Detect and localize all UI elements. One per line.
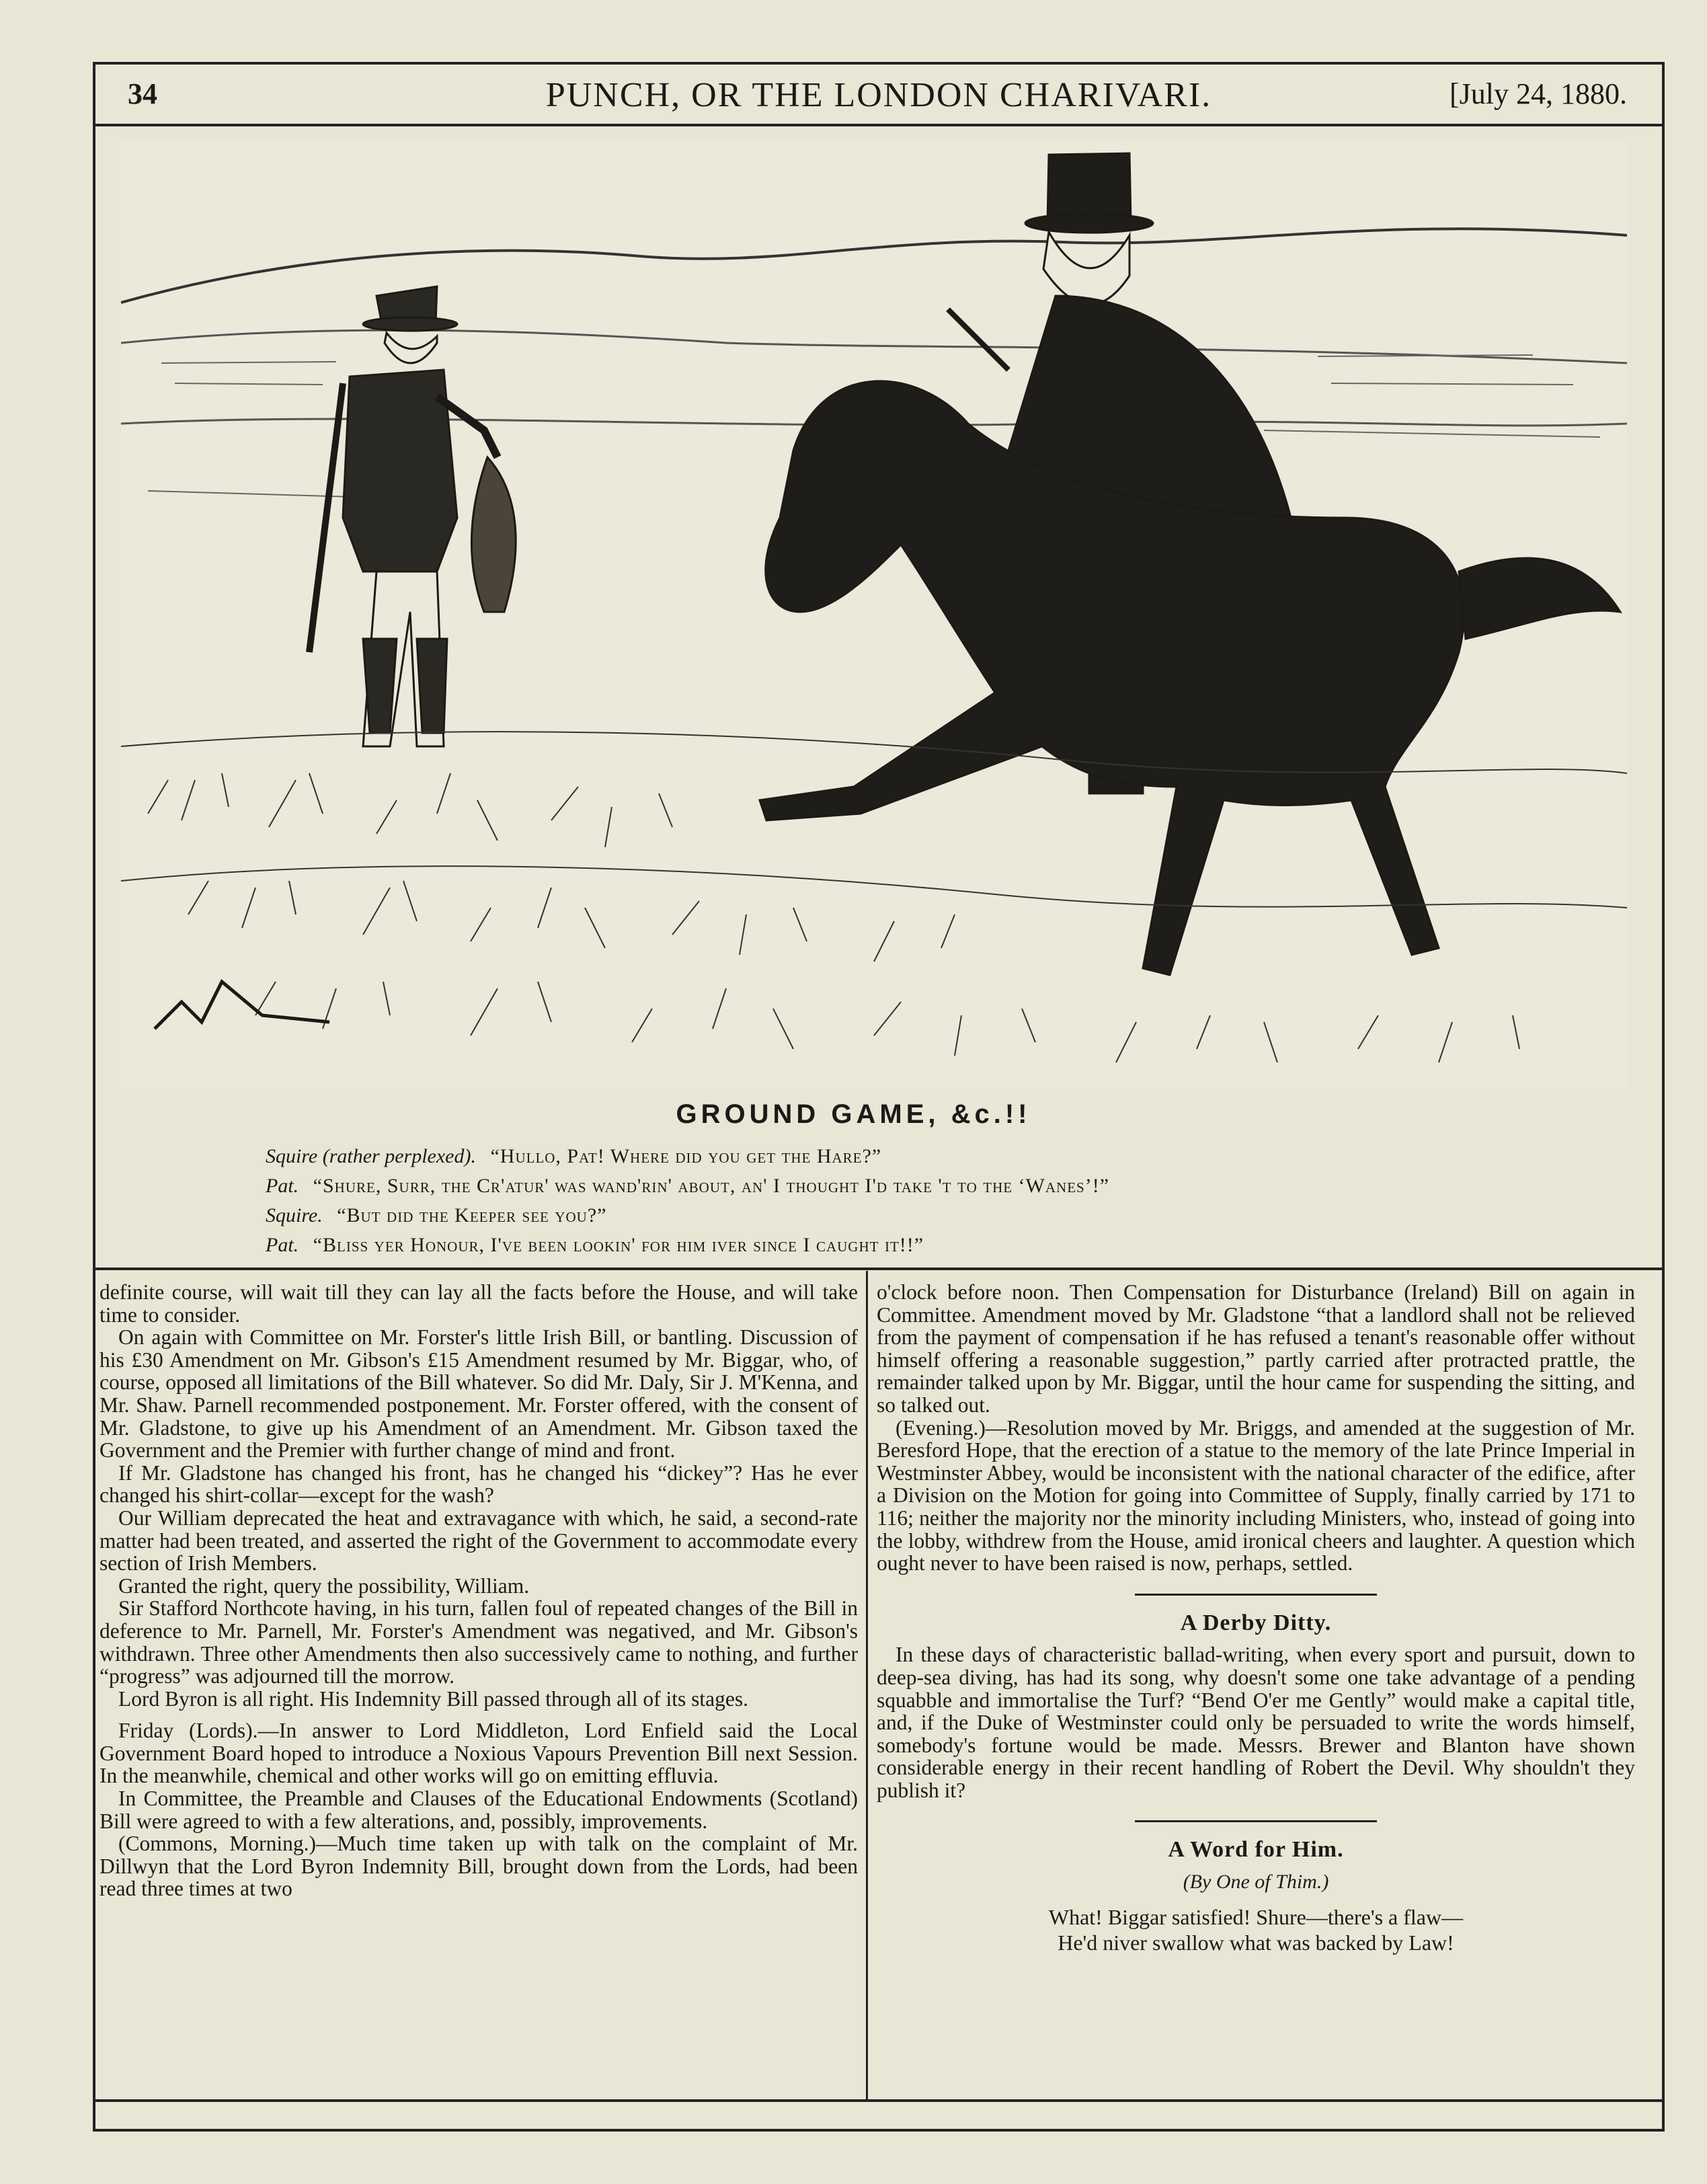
section-rule: [1135, 1820, 1377, 1822]
page-header: [93, 67, 1665, 126]
article-paragraph: In Committee, the Preamble and Clauses of the Educational Endowments (Scotland) Bill were agreed to with a few alterations, and, possibly, improvements.: [100, 1787, 858, 1833]
dialogue-line: [266, 1201, 1543, 1231]
bottom-rule: [93, 2099, 1665, 2102]
section-rule: [1135, 1594, 1377, 1596]
derby-ditty-text: In these days of characteristic ballad-writing, when every sport and pursuit, down to deep-sea diving, has had its song, why doesn't some one take advantage of a pending squabble and immortalise the Turf? “Bend O'er me Gently” would make a capital title, and, if the Duke of Westminster could only be persuaded to write the words himself, somebody's fortune would be made. Messrs. Brewer and Blanton have shown considerable energy in their recent handling of Robert the Devil. Why shouldn't they publish it?: [877, 1643, 1635, 1802]
right-column: [877, 1281, 1635, 1955]
article-paragraph: (Evening.)—Resolution moved by Mr. Briggs, and amended at the suggestion of Mr. Beresford Hope, that the erection of a statue to the memory of the late Prince Imperial in Westminster Abbey, would be inconsistent with the national character of the edifice, after a Division on the Motion for going into Committee of Supply, finally carried by 171 to 116; neither the majority nor the minority including Ministers, who, instead of going into the lobby, withdrew from the House, amid ironical cheers and laughter. A question which ought never to have been raised is now, perhaps, settled.: [877, 1415, 1635, 1575]
verse-line: What! Biggar satisfied! Shure—there's a flaw—: [1048, 1904, 1464, 1929]
article-paragraph: Granted the right, query the possibility, William.: [118, 1573, 530, 1598]
article-paragraph: If Mr. Gladstone has changed his front, has he changed his “dickey”? Has he ever changed his shirt-collar—except for the wash?: [100, 1460, 858, 1508]
article-paragraph: Lord Byron is all right. His Indemnity Bill passed through all of its stages.: [118, 1686, 749, 1711]
dialogue-line: [266, 1142, 1543, 1171]
article-paragraph: (Commons, Morning.)—Much time taken up with talk on the complaint of Mr. Dillwyn that the Lord Byron Indemnity Bill, brought down from the Lords, had been read three times at two: [100, 1832, 858, 1901]
verse-line: He'd niver swallow what was backed by Law!: [1058, 1930, 1454, 1955]
cartoon-dialogue: [266, 1142, 1543, 1260]
speech-text: “Shure, Surr, the Cr'atur' was wand'rin' about, an' I thought I'd take 't to the ‘Wanes’!”: [313, 1175, 1110, 1197]
derby-ditty-title: A Derby Ditty.: [1180, 1610, 1332, 1635]
section-divider: [93, 1268, 1665, 1270]
dialogue-line: [266, 1171, 1543, 1201]
speaker-label: Pat.: [266, 1234, 299, 1256]
left-column: [100, 1281, 858, 1900]
word-for-him-title: A Word for Him.: [1168, 1837, 1344, 1863]
dialogue-line: [266, 1231, 1543, 1260]
article-paragraph: o'clock before noon. Then Compensation for Disturbance (Ireland) Bill on again in Committee. Amendment moved by Mr. Gladstone “that a landlord shall not be relieved from the payment of compensation if he has refused a tenant's reasonable offer without himself offering a reasonable suggestion,” partly carried after protracted prattle, the remainder talked upon by Mr. Biggar, until the hour came for suspending the sitting, and so talked out.: [877, 1280, 1635, 1417]
word-for-him-byline: (By One of Thim.): [1183, 1871, 1329, 1894]
speaker-label: Pat.: [266, 1175, 299, 1197]
cartoon-title: GROUND GAME, &c.!!: [676, 1099, 1031, 1129]
speaker-label: Squire (rather perplexed).: [266, 1145, 476, 1167]
article-paragraph: Friday (Lords).—In answer to Lord Middleton, Lord Enfield said the Local Government Board hoped to introduce a Noxious Vapours Prevention Bill next Session. In the meanwhile, chemical and other works will go on emitting effluvia.: [100, 1719, 858, 1788]
speech-text: “But did the Keeper see you?”: [337, 1204, 607, 1226]
page-number: 34: [128, 77, 157, 110]
speech-text: “Bliss yer Honour, I've been lookin' for him iver since I caught it!!”: [313, 1234, 924, 1256]
article-paragraph: Our William deprecated the heat and extravagance with which, he said, a second-rate matter had been treated, and asserted the right of the Government to accommodate every section of Irish Members.: [100, 1506, 858, 1575]
issue-date: [July 24, 1880.: [1450, 77, 1627, 110]
publication-title: PUNCH, OR THE LONDON CHARIVARI.: [545, 76, 1212, 114]
column-divider: [866, 1271, 868, 2099]
article-paragraph: definite course, will wait till they can lay all the facts before the House, and will take time to consider.: [100, 1280, 858, 1327]
speaker-label: Squire.: [266, 1204, 323, 1226]
article-paragraph: On again with Committee on Mr. Forster's little Irish Bill, or bantling. Discussion of his £30 Amendment on Mr. Gibson's £15 Amendment resumed by Mr. Biggar, who, of course, opposed all limitations of the Bill whatever. So did Mr. Daly, Sir J. M'Kenna, and Mr. Shaw. Parnell recommended postponement. Mr. Forster offered, with the consent of Mr. Gladstone, to give up his Amendment of an Amendment. Mr. Gibson taxed the Government and the Premier with further change of mind and front.: [100, 1325, 858, 1462]
cartoon-illustration: [121, 141, 1627, 1089]
article-paragraph: Sir Stafford Northcote having, in his turn, fallen foul of repeated changes of the Bill in deference to Mr. Parnell, Mr. Forster's Amendment was negatived, and Mr. Gibson's withdrawn. Three other Amendments then also successively came to nothing, and further “progress” was adjourned till the morrow.: [100, 1596, 858, 1688]
speech-text: “Hullo, Pat! Where did you get the Hare?”: [490, 1145, 882, 1167]
